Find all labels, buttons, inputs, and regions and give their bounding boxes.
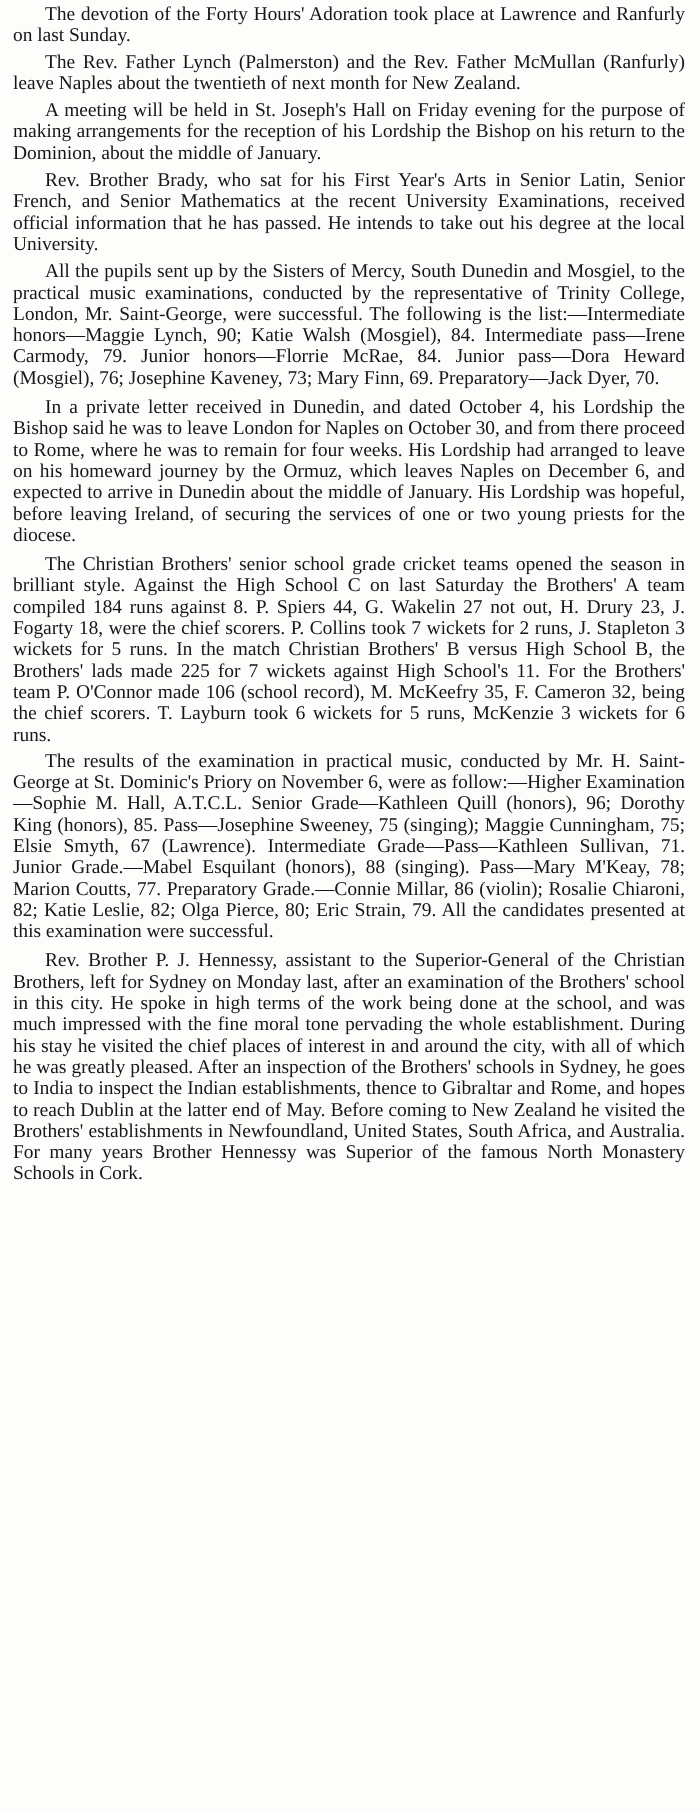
news-paragraph-reception-meeting: A meeting will be held in St. Joseph's Hall on Friday evening for the purpose of making arrangements for the reception of his Lordship the Bishop on his return to the Dominion, about the middle of January.: [13, 100, 685, 164]
news-paragraph-cricket-results: The Christian Brothers' senior school grade cricket teams opened the season in brilliant style. Against the High School C on last Saturday the Brothers' A team compiled 184 runs against 8. P. Spiers 44, G. Wakelin 27 not out, H. Drury 23, J. Fogarty 18, were the chief scorers. P. Collins took 7 wickets for 2 runs, J. Stapleton 3 wickets for 5 runs. In the match Christian Brothers' B versus High School B, the Brothers' lads made 225 for 7 wickets against High School's 11. For the Brothers' team P. O'Connor made 106 (school record), M. McKeefry 35, F. Cameron 32, being the chief scorers. T. Layburn took 6 wickets for 5 runs, McKenzie 3 wickets for 6 runs.: [13, 554, 685, 746]
news-paragraph-brother-hennessy: Rev. Brother P. J. Hennessy, assistant to the Superior-General of the Christian Brothers, left for Sydney on Monday last, after an examination of the Brothers' school in this city. He spoke in high terms of the work being done at the school, and was much impressed with the fine moral tone pervading the whole establishment. During his stay he visited the chief places of interest in and around the city, with all of which he was greatly pleased. After an inspection of the Brothers' schools in Sydney, he goes to India to inspect the Indian establishments, thence to Gibraltar and Rome, and hopes to reach Dublin at the latter end of May. Before coming to New Zealand he visited the Brothers' establishments in Newfoundland, United States, South Africa, and Australia. For many years Brother Hennessy was Superior of the famous North Monastery Schools in Cork.: [13, 950, 685, 1185]
news-paragraph-forty-hours: The devotion of the Forty Hours' Adoration took place at Lawrence and Ranfurly on last Sunday.: [13, 4, 685, 47]
news-paragraph-fathers-leave-naples: The Rev. Father Lynch (Palmerston) and the Rev. Father McMullan (Ranfurly) leave Naples about the twentieth of next month for New Zealand.: [13, 51, 685, 94]
news-paragraph-brother-brady: Rev. Brother Brady, who sat for his First Year's Arts in Senior Latin, Senior French, and Senior Mathematics at the recent University Examinations, received official information that he has passed. He intends to take out his degree at the local University.: [13, 170, 685, 255]
news-paragraph-sisters-of-mercy-music: All the pupils sent up by the Sisters of Mercy, South Dunedin and Mosgiel, to the practical music examinations, conducted by the representative of Trinity College, London, Mr. Saint-George, were successful. The following is the list:—Intermediate honors—Maggie Lynch, 90; Katie Walsh (Mosgiel), 84. Intermediate pass—Irene Carmody, 79. Junior honors—Florrie McRae, 84. Junior pass—Dora Heward (Mosgiel), 76; Josephine Kaveney, 73; Mary Finn, 69. Preparatory—Jack Dyer, 70.: [13, 261, 685, 389]
news-paragraph-bishop-letter: In a private letter received in Dunedin, and dated October 4, his Lordship the Bishop said he was to leave London for Naples on October 30, and from there proceed to Rome, where he was to remain for four weeks. His Lordship had arranged to leave on his homeward journey by the Ormuz, which leaves Naples on December 6, and expected to arrive in Dunedin about the middle of January. His Lordship was hopeful, before leaving Ireland, of securing the services of one or two young priests for the diocese.: [13, 397, 686, 546]
news-column: [13, 4, 685, 1185]
news-paragraph-st-dominics-music: The results of the examination in practical music, conducted by Mr. H. Saint-George at St. Dominic's Priory on November 6, were as follow:—Higher Examination—Sophie M. Hall, A.T.C.L. Senior Grade—Kathleen Quill (honors), 96; Dorothy King (honors), 85. Pass—Josephine Sweeney, 75 (singing); Maggie Cunningham, 75; Elsie Smyth, 67 (Lawrence). Intermediate Grade—Pass—Kathleen Sullivan, 71. Junior Grade.—Mabel Esquilant (honors), 88 (singing). Pass—Mary M'Keay, 78; Marion Coutts, 77. Preparatory Grade.—Connie Millar, 86 (violin); Rosalie Chiaroni, 82; Katie Leslie, 82; Olga Pierce, 80; Eric Strain, 79. All the candidates presented at this examination were successful.: [13, 750, 685, 943]
